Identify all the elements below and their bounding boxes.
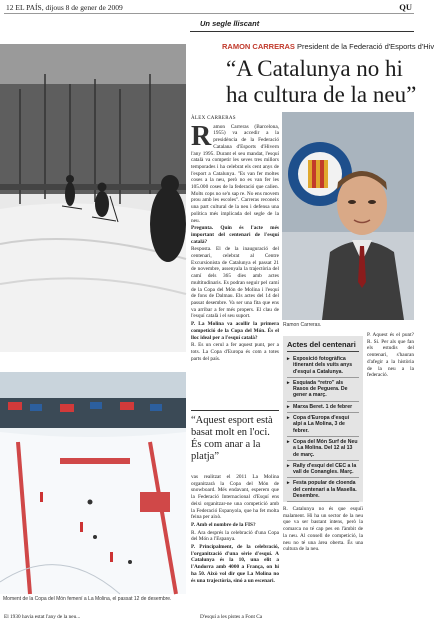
folio-date: 12 EL PAÍS, dijous 8 de gener de 2009 xyxy=(6,3,123,12)
event-item: ▸ Rally d'esquí del CEC a la vall de Conangles. Març. xyxy=(287,461,359,479)
portrait-caption: Ramon Carreras. xyxy=(283,322,322,328)
pull-quote: “Aquest esport està basat molt en l'oci. És com anar a la platja” xyxy=(191,410,279,463)
article-column-3 xyxy=(283,506,363,554)
headline-line-1: “A Catalunya no hi xyxy=(226,56,403,81)
bottom-text-right: D'esquí a les pistes a Font Ca xyxy=(200,614,263,620)
race-photo xyxy=(0,372,186,594)
byline: ÀLEX CARRERAS xyxy=(191,116,236,121)
question-1: Pregunta. Quin és l'acte més important del centenari de l'esquí català? xyxy=(191,225,279,245)
event-item: ▸ Esquiada “retro” als Rasos de Peguera. De gener a març. xyxy=(287,378,359,402)
folio-section: QU xyxy=(399,2,412,12)
section-title: Un segle lliscant xyxy=(200,19,260,28)
bottom-text-strip xyxy=(0,604,414,622)
answer-1: Resposta. El de la inauguració del centenari, celebrat al Centre Excursionista de Catalunya el passat 21 de novembre, assenyala la trajectòria del camí dels 365 dies amb actes multitudinaris. Es podran seguir pel camí de la Copa del Món de Molina i l'esquí de fons de Dalmau. Els actes del 14 del passat desembre. Va ser una fita que ens va arribar a fer més propers. El clau de l'esquí català i el seu suport. xyxy=(191,246,279,320)
headline-line-2: ha cultura de la neu” xyxy=(226,82,417,107)
event-item: ▸ Copa d'Europa d'esquí alpí a La Molina, 3 de febrer. xyxy=(287,413,359,437)
events-box-title: Actes del centenari xyxy=(287,340,359,352)
article-column-1 xyxy=(191,116,279,363)
section-divider xyxy=(190,31,414,32)
question-3: P. Amb el nombre de la FIS? xyxy=(191,521,256,528)
headline xyxy=(226,56,416,108)
article-lead: amon Carreras (Barcelona, 1955) va accedir a la presidència de la Federació Catalana d'Esports d'Hivern l'any 1995. Durant el seu mandat, l'esquí català va competir les seves tres millors temporades i ha celebrat els cent anys de l'esport a Catalunya. "Es van fer moltes coses a la neu, però no es van fer les 105.000 coses de la federació que calien. Molts cops no se'n sap re. No ens movem prou amb les escoles". Carreras reconeix una part cultural de la neu i defensa una política més implicada del segle de la neu. xyxy=(191,123,279,224)
interviewee-role: President de la Federació d'Esports d'Hiv xyxy=(297,42,434,51)
skiers-photo xyxy=(0,44,186,352)
centenary-events-box xyxy=(283,336,363,502)
interviewee-kicker xyxy=(222,42,434,51)
question-2: P. La Molina va acollir la primera competició de la Copa del Món. És el lloc ideal per a l'esquí català? xyxy=(191,321,279,341)
drop-cap: R xyxy=(191,120,212,152)
page-folio xyxy=(4,2,414,14)
event-item: ▸ Exposició fotogràfica itinerant dels vuits anys d'esquí a Catalunya. xyxy=(287,354,359,378)
event-item: ▸ Festa popular de cloenda del centenari a la Masella. Desembre. xyxy=(287,478,359,502)
event-item: ▸ Marxa Beret. 1 de febrer xyxy=(287,402,359,413)
article-column-4 xyxy=(367,332,414,380)
portrait-photo xyxy=(282,112,414,320)
bottom-text-left: El 1930 havia estat l'any de la neu... xyxy=(4,614,81,620)
race-photo-caption: Moment de la Copa del Món femení a La Molina, el passat 12 de desembre. xyxy=(3,596,172,602)
column-2-text: vas realitzat el 2011 La Molina organitzarà la Copa del Món de snowboard. Més endavant, esperem que la Federació Internacional d'Esquí ens deixi organitzar-ne una competició amb la Federació Espanyola, que ha fet molta feina per això. xyxy=(191,474,279,521)
event-item: ▸ Copa del Món Surf de Neu a La Molina. Del 12 al 13 de març. xyxy=(287,437,359,461)
article-column-2 xyxy=(191,474,279,585)
column-4-text: P. Aquest és el punt? R. Si. Per als que fan els estudis del centenari, s'hauran d'afegir a la història de la neu a la federació. xyxy=(367,332,414,379)
interviewee-name: RAMON CARRERAS xyxy=(222,42,295,51)
question-4: P. Principalment, de la celebració, l'organització d'una sèrie d'esquí. A Catalunya és la 10, una elit a l'Andorra amb 4000 a França, on hi ha 50. Això vol dir que La Molina no és una trajectòria, sinó a un escenari. xyxy=(191,544,279,584)
column-3-text: R. Catalunya no és que esquiï malament. Hi ha un sector de la neu que va ser bastant intens, però la comarca no té cap pes en l'àmbit de la neu. Al consell de competició, la neu no té una àrea oberta. És una cultura de la neu. xyxy=(283,506,363,553)
answer-2: R. Es un cerul a fer aquest punt, per a tots. La Copa d'Europa és com a totes parts del país. xyxy=(191,342,279,362)
answer-3: R. Ara després la celebració d'una Copa del Món a l'Espanya. xyxy=(191,529,279,543)
